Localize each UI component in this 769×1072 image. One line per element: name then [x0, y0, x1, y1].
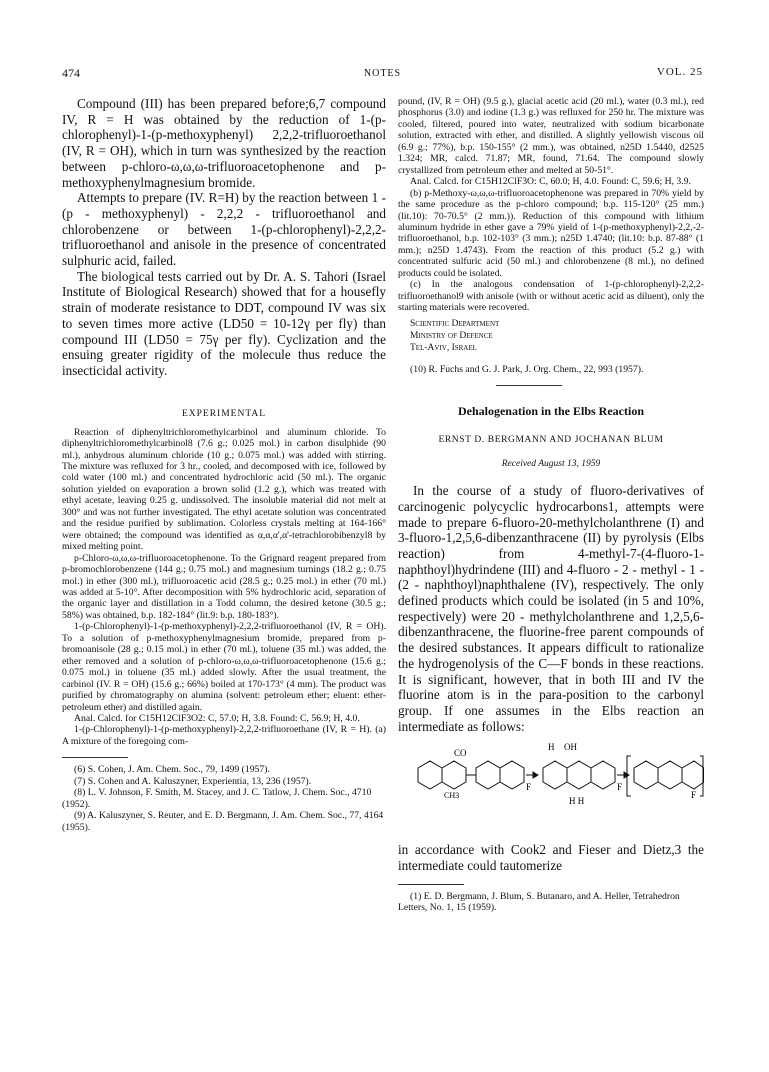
footnotes: [398, 891, 704, 914]
page-number: 474: [62, 66, 80, 80]
footnote: (10) R. Fuchs and G. J. Park, J. Org. Chem., 22, 993 (1957).: [410, 363, 644, 375]
article-title: Dehalogenation in the Elbs Reaction: [457, 404, 644, 419]
footnote-divider: [398, 884, 464, 885]
ring: [476, 761, 500, 789]
paragraph: The biological tests carried out by Dr. A. S. Tahori (Israel Institute of Biological Research) showed that for a housefly strain of moderate resistance to DDT, compound IV was six to seven times more active (LD50 = 10-12γ per fly) than compound III (LD50 = 75γ per fly). Cyclization and the ensuing greater rigidity of the molecule thus reduce the insecticidal activity.: [62, 268, 386, 378]
footnote: (1) E. D. Bergmann, J. Blum, S. Butanaro, and A. Heller, Tetrahedron Letters, No. 1, 15 (1959).: [398, 890, 680, 914]
footnotes: [62, 764, 386, 833]
ring: [442, 761, 466, 789]
affiliation-line: Tel-Aviv, Israel: [410, 342, 477, 353]
experimental-continued: [398, 96, 704, 314]
affiliation-line: Scientific Department: [410, 318, 500, 329]
hh-label: H H: [569, 796, 585, 807]
left-column: [62, 96, 386, 1006]
received-date: Received August 13, 1959: [501, 459, 601, 470]
paragraph: Compound (III) has been prepared before;6,7 compound IV, R = H was obtained by the reduction of 1-(p-chlorophenyl)-1-(p-methoxyphenyl) 2,2,2-trifluoroethanol (IV, R = OH), which in turn was synthesized by the reaction between p-chloro-ω,ω,ω-trifluoroacetophenone and p-methoxyphenylmagnesium bromide.: [62, 96, 386, 190]
experimental-heading: EXPERIMENTAL: [181, 408, 267, 419]
affiliation-line: Ministry of Defence: [410, 330, 493, 341]
volume-label: VOL. 25: [656, 66, 703, 78]
f-label: F: [526, 782, 532, 793]
paragraph: p-Chloro-ω,ω,ω-trifluoroacetophenone. To the Grignard reagent prepared from p-bromochlorobenzene (144 g.; 0.75 mol.) and magnesium turnings (18.2 g.; 0.75 mol.) in ether (300 ml.), trifluoroacetic acid (28.5 g.; 0.25 mol.) in ether (70 ml.) was added at 5-10°. After decomposition with 5% hydrochloric acid, separation of the organic layer and distillation in a Todd column, the desired ketone (30.5 g.; 58%) was obtained, b.p. 182-184° (lit.9: b.p. 180-183°).: [62, 552, 386, 621]
h-label: H: [548, 742, 555, 753]
paragraph: Anal. Calcd. for C15H12ClF3O2: C, 57.0; H, 3.8. Found: C, 56.9; H, 4.0.: [74, 712, 360, 724]
footnote: (9) A. Kaluszyner, S. Reuter, and E. D. Bergmann, J. Am. Chem. Soc., 77, 4164 (1955).: [62, 810, 384, 833]
affiliation: [410, 318, 704, 354]
paragraph: (b) p-Methoxy-ω,ω,ω-trifluoroacetophenone was prepared in 70% yield by the same procedure as the p-chloro compound; b.p. 115-120° (25 mm.) (lit.10): 70-70.5° (2 mm.)). Reduction of this compound with lithium aluminum hydride in ether gave a 79% yield of 1-(p-methoxyphenyl)-2,2,-2-trifluoroethanol, b.p. 102-103° (3 mm.); n25D 1.4740; (lit.10: b.p. 87-88° (1 mm.); n25D 1.4743). From the reaction of this product (5.2 g.) with concentrated sulfuric acid (50 ml.) and chlorobenzene (8 ml.), no defined products could be isolated.: [398, 187, 704, 279]
footnote: (7) S. Cohen and A. Kaluszyner, Experientia, 13, 236 (1957).: [74, 775, 312, 787]
paragraph: pound, (IV, R = OH) (9.5 g.), glacial acetic acid (20 ml.), water (0.3 ml.), red phosphorus (3.0) and iodine (1.3 g.) was refluxed for 250 hr. The mixture was cooled, filtered, poured into water, neutralized with sodium bicarbonate solution, extracted with ether, and distilled. A slightly yellowish viscous oil (6.9 g.; 77%), b.p. 150-155° (2 mm.), was obtained, n25D 1.5440, d2525 1.324; MR, calcd. 71.87; MR, found, 71.64. The compound slowly crystallized from petroleum ether and melted at 50-51°.: [398, 96, 704, 176]
ring: [682, 761, 704, 789]
ring: [634, 761, 658, 789]
paragraph: (c) In the analogous condensation of 1-(p-chlorophenyl)-2,2,2-trifluoroethanol9 with anisole (with or without acetic acid as diluent), only the starting materials were recovered.: [398, 279, 704, 314]
ring: [658, 761, 682, 789]
article-divider: [496, 385, 562, 386]
f-label: F: [617, 782, 623, 793]
article-body: [398, 483, 704, 734]
f-label: F: [691, 790, 697, 801]
paragraph: Attempts to prepare (IV. R=H) by the reaction between 1 - (p - methoxyphenyl) - 2,2,2 - trifluoroethanol and chlorobenzene or between 1-(p-chlorophenyl)-2,2,2-trifluoroethanol and anisole in the presence of concentrated sulphuric acid, failed.: [62, 190, 386, 269]
paragraph: in accordance with Cook2 and Fieser and Dietz,3 the intermediate could tautomerize: [398, 842, 704, 874]
reaction-scheme: [398, 738, 704, 834]
authors: ERNST D. BERGMANN AND JOCHANAN BLUM: [438, 435, 664, 446]
oh-label: OH: [564, 742, 577, 753]
footnote: (8) L. V. Johnson, F. Smith, M. Stacey, and J. C. Tatlow, J. Chem. Soc., 4710 (1952).: [62, 787, 372, 810]
paragraph: 1-(p-Chlorophenyl)-1-(p-methoxyphenyl)-2,2,2-trifluoroethanol (IV, R = OH). To a solution of p-methoxyphenylmagnesium bromide, prepared from p-bromoanisole (28 g.; 0.15 mol.) in ether (70 ml.), toluene (35 ml.) was added, the ether removed and a solution of p-chloro-ω,ω,ω-trifluoroacetophenone (15.6 g.; 0.075 mol.) in toluene (35 ml.) added slowly. After the usual treatment, the carbinol (IV. R = OH) (15.6 g.; 66%) boiled at 170-173° (4 mm). The product was purified by chromatography on alumina (solvent: petroleum ether; eluent: ether-petroleum ether) and distilled again.: [62, 621, 386, 713]
co-label: CO: [454, 748, 467, 759]
ch3-label: CH3: [444, 791, 460, 801]
ring: [591, 761, 615, 789]
ring: [500, 761, 524, 789]
experimental-text: [62, 427, 386, 748]
ring: [543, 761, 567, 789]
ring: [418, 761, 442, 789]
footnote-divider: [62, 757, 128, 758]
running-header: [62, 66, 703, 82]
ring: [567, 761, 591, 789]
intro-text: [62, 96, 386, 379]
scheme-drawing: [398, 738, 704, 834]
right-column: [398, 96, 704, 1006]
article-body-continued: [398, 842, 704, 873]
section-label: NOTES: [363, 68, 402, 79]
paragraph: 1-(p-Chlorophenyl)-1-(p-methoxyphenyl)-2,2,2-trifluoroethane (IV, R = H). (a) A mixture of the foregoing com-: [62, 724, 386, 747]
paragraph: Anal. Calcd. for C15H12ClF3O: C, 60.0; H, 4.0. Found: C, 59.6; H, 3.9.: [410, 176, 691, 188]
footnote-10: [398, 364, 704, 376]
paragraph: In the course of a study of fluoro-derivatives of carcinogenic polycyclic hydrocarbons1, attempts were made to prepare 6-fluoro-20-methylcholanthrene (I) and 3-fluoro-1,2,5,6-dibenzanthracene (II) by pyrolysis (Elbs reaction) from 4-methyl-7-(4-fluoro-1-naphthoyl)hydrindene (III) and 4-fluoro - 2 - methyl - 1 - (2 - naphthoyl)naphthalene (IV), respectively. The only defined products which could be isolated (in 5 and 10%, respectively) were 20 - methylcholanthrene and 1,2,5,6-dibenzanthracene, the fluorine-free parent compounds of the desired substances. It appears difficult to rationalize the hydrogenolysis of the C—F bonds in these reactions. It is significant, however, that in both III and IV the fluorine atom is in the para-position to the carbonyl group. If one assumes in the Elbs reaction an intermediate as follows:: [398, 483, 704, 734]
footnote: (6) S. Cohen, J. Am. Chem. Soc., 79, 1499 (1957).: [74, 764, 270, 776]
paragraph: Reaction of diphenyltrichloromethylcarbinol and aluminum chloride. To diphenyltrichloromethylcarbinol8 (7.6 g.; 0.025 mol.) in carbon disulphide (90 ml.), anhydrous aluminum chloride (10 g.; 0.075 mol.) was added with stirring. The mixture was refluxed for 3 hr., cooled, and decomposed with ice, followed by cold water (100 ml.) and concentrated hydrochloric acid (50 ml.). The organic solution yielded on evaporation a brown solid (1.2 g.), which was treated with ethyl acetate, leaving 0.25 g. undissolved. The insoluble material did not melt at 300° and was not further investigated. The ethyl acetate solution was concentrated and the residue purified by sublimation. Colorless crystals melting at 164-166° were obtained; the compound was identified as α,α,α',α'-tetrachlorobibenzyl8 by mixed melting point.: [62, 426, 386, 553]
